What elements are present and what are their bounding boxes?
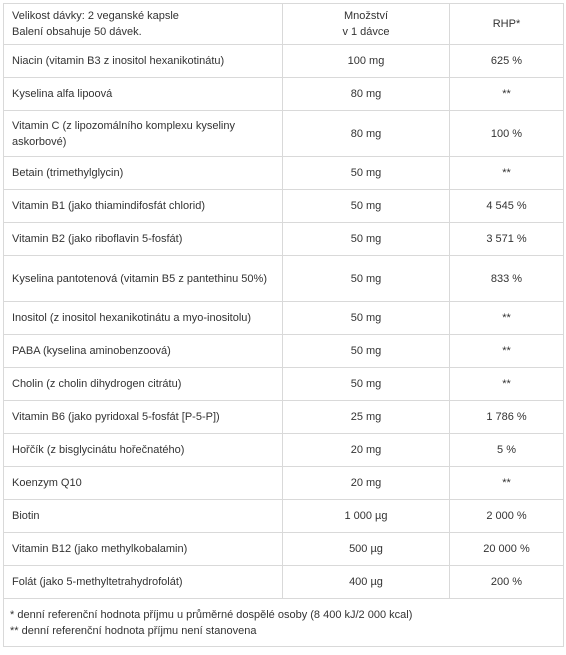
nutrient-rhp: 20 000 % xyxy=(450,533,564,566)
table-row xyxy=(4,302,564,335)
table-row xyxy=(4,500,564,533)
supplement-facts-panel xyxy=(3,3,563,647)
nutrient-amount: 50 mg xyxy=(283,368,450,401)
table-row xyxy=(4,223,564,256)
table-header-row xyxy=(4,4,564,45)
nutrient-amount: 1 000 µg xyxy=(283,500,450,533)
serving-size-text: Velikost dávky: 2 veganské kapsle xyxy=(12,10,179,22)
nutrient-rhp: ** xyxy=(450,302,564,335)
nutrient-amount: 20 mg xyxy=(283,467,450,500)
nutrient-amount: 50 mg xyxy=(283,223,450,256)
nutrient-name: PABA (kyselina aminobenzoová) xyxy=(4,335,283,368)
nutrient-rhp: ** xyxy=(450,335,564,368)
table-row xyxy=(4,111,564,157)
footnotes-cell xyxy=(4,599,564,647)
table-row xyxy=(4,401,564,434)
nutrient-rhp: 5 % xyxy=(450,434,564,467)
table-row xyxy=(4,533,564,566)
nutrient-amount: 50 mg xyxy=(283,157,450,190)
amount-header-cell xyxy=(283,4,450,45)
table-row xyxy=(4,45,564,78)
table-row xyxy=(4,335,564,368)
nutrient-amount: 500 µg xyxy=(283,533,450,566)
nutrient-name: Inositol (z inositol hexanikotinátu a myo-inositolu) xyxy=(4,302,283,335)
nutrient-rhp: 200 % xyxy=(450,566,564,599)
nutrient-rhp: 625 % xyxy=(450,45,564,78)
serving-info-cell xyxy=(4,4,283,45)
nutrient-rhp: 833 % xyxy=(450,256,564,302)
table-row xyxy=(4,78,564,111)
nutrition-table xyxy=(3,3,564,647)
nutrient-name: Vitamin B6 (jako pyridoxal 5-fosfát [P-5-P]) xyxy=(4,401,283,434)
nutrient-amount: 50 mg xyxy=(283,256,450,302)
table-row xyxy=(4,157,564,190)
nutrient-name: Kyselina alfa lipoová xyxy=(4,78,283,111)
nutrient-name: Vitamin B12 (jako methylkobalamin) xyxy=(4,533,283,566)
table-row xyxy=(4,566,564,599)
nutrient-amount: 50 mg xyxy=(283,335,450,368)
servings-per-pack-text: Balení obsahuje 50 dávek. xyxy=(12,26,142,38)
nutrient-rhp: ** xyxy=(450,368,564,401)
nutrient-amount: 100 mg xyxy=(283,45,450,78)
amount-header-line1: Množství xyxy=(343,10,388,22)
table-row xyxy=(4,256,564,302)
footnotes-row xyxy=(4,599,564,647)
rhp-header-cell: RHP* xyxy=(450,4,564,45)
nutrient-name: Vitamin B2 (jako riboflavin 5-fosfát) xyxy=(4,223,283,256)
nutrient-name: Hořčík (z bisglycinátu hořečnatého) xyxy=(4,434,283,467)
nutrient-amount: 400 µg xyxy=(283,566,450,599)
nutrient-amount: 20 mg xyxy=(283,434,450,467)
nutrient-amount: 50 mg xyxy=(283,302,450,335)
nutrient-amount: 80 mg xyxy=(283,111,450,157)
nutrient-name: Kyselina pantotenová (vitamin B5 z pantethinu 50%) xyxy=(4,256,283,302)
nutrient-name: Cholin (z cholin dihydrogen citrátu) xyxy=(4,368,283,401)
nutrient-rhp: 4 545 % xyxy=(450,190,564,223)
nutrient-rhp: ** xyxy=(450,157,564,190)
nutrient-rhp: 2 000 % xyxy=(450,500,564,533)
table-row xyxy=(4,368,564,401)
nutrient-name: Vitamin C (z lipozomálního komplexu kyseliny askorbové) xyxy=(4,111,283,157)
nutrient-rhp: ** xyxy=(450,467,564,500)
table-row xyxy=(4,434,564,467)
nutrient-rhp: 1 786 % xyxy=(450,401,564,434)
nutrient-name: Koenzym Q10 xyxy=(4,467,283,500)
footnote-rhp-definition: * denní referenční hodnota příjmu u průměrné dospělé osoby (8 400 kJ/2 000 kcal) xyxy=(10,608,413,621)
nutrient-rhp: 3 571 % xyxy=(450,223,564,256)
nutrient-amount: 50 mg xyxy=(283,190,450,223)
table-row xyxy=(4,467,564,500)
nutrient-name: Folát (jako 5-methyltetrahydrofolát) xyxy=(4,566,283,599)
amount-header-line2: v 1 dávce xyxy=(342,26,390,38)
nutrient-name: Vitamin B1 (jako thiamindifosfát chlorid) xyxy=(4,190,283,223)
nutrient-name: Betain (trimethylglycin) xyxy=(4,157,283,190)
table-row xyxy=(4,190,564,223)
nutrient-amount: 80 mg xyxy=(283,78,450,111)
nutrient-name: Biotin xyxy=(4,500,283,533)
nutrient-rhp: 100 % xyxy=(450,111,564,157)
nutrient-rhp: ** xyxy=(450,78,564,111)
footnote-not-established: ** denní referenční hodnota příjmu není stanovena xyxy=(10,624,257,637)
nutrient-amount: 25 mg xyxy=(283,401,450,434)
nutrient-name: Niacin (vitamin B3 z inositol hexanikotinátu) xyxy=(4,45,283,78)
